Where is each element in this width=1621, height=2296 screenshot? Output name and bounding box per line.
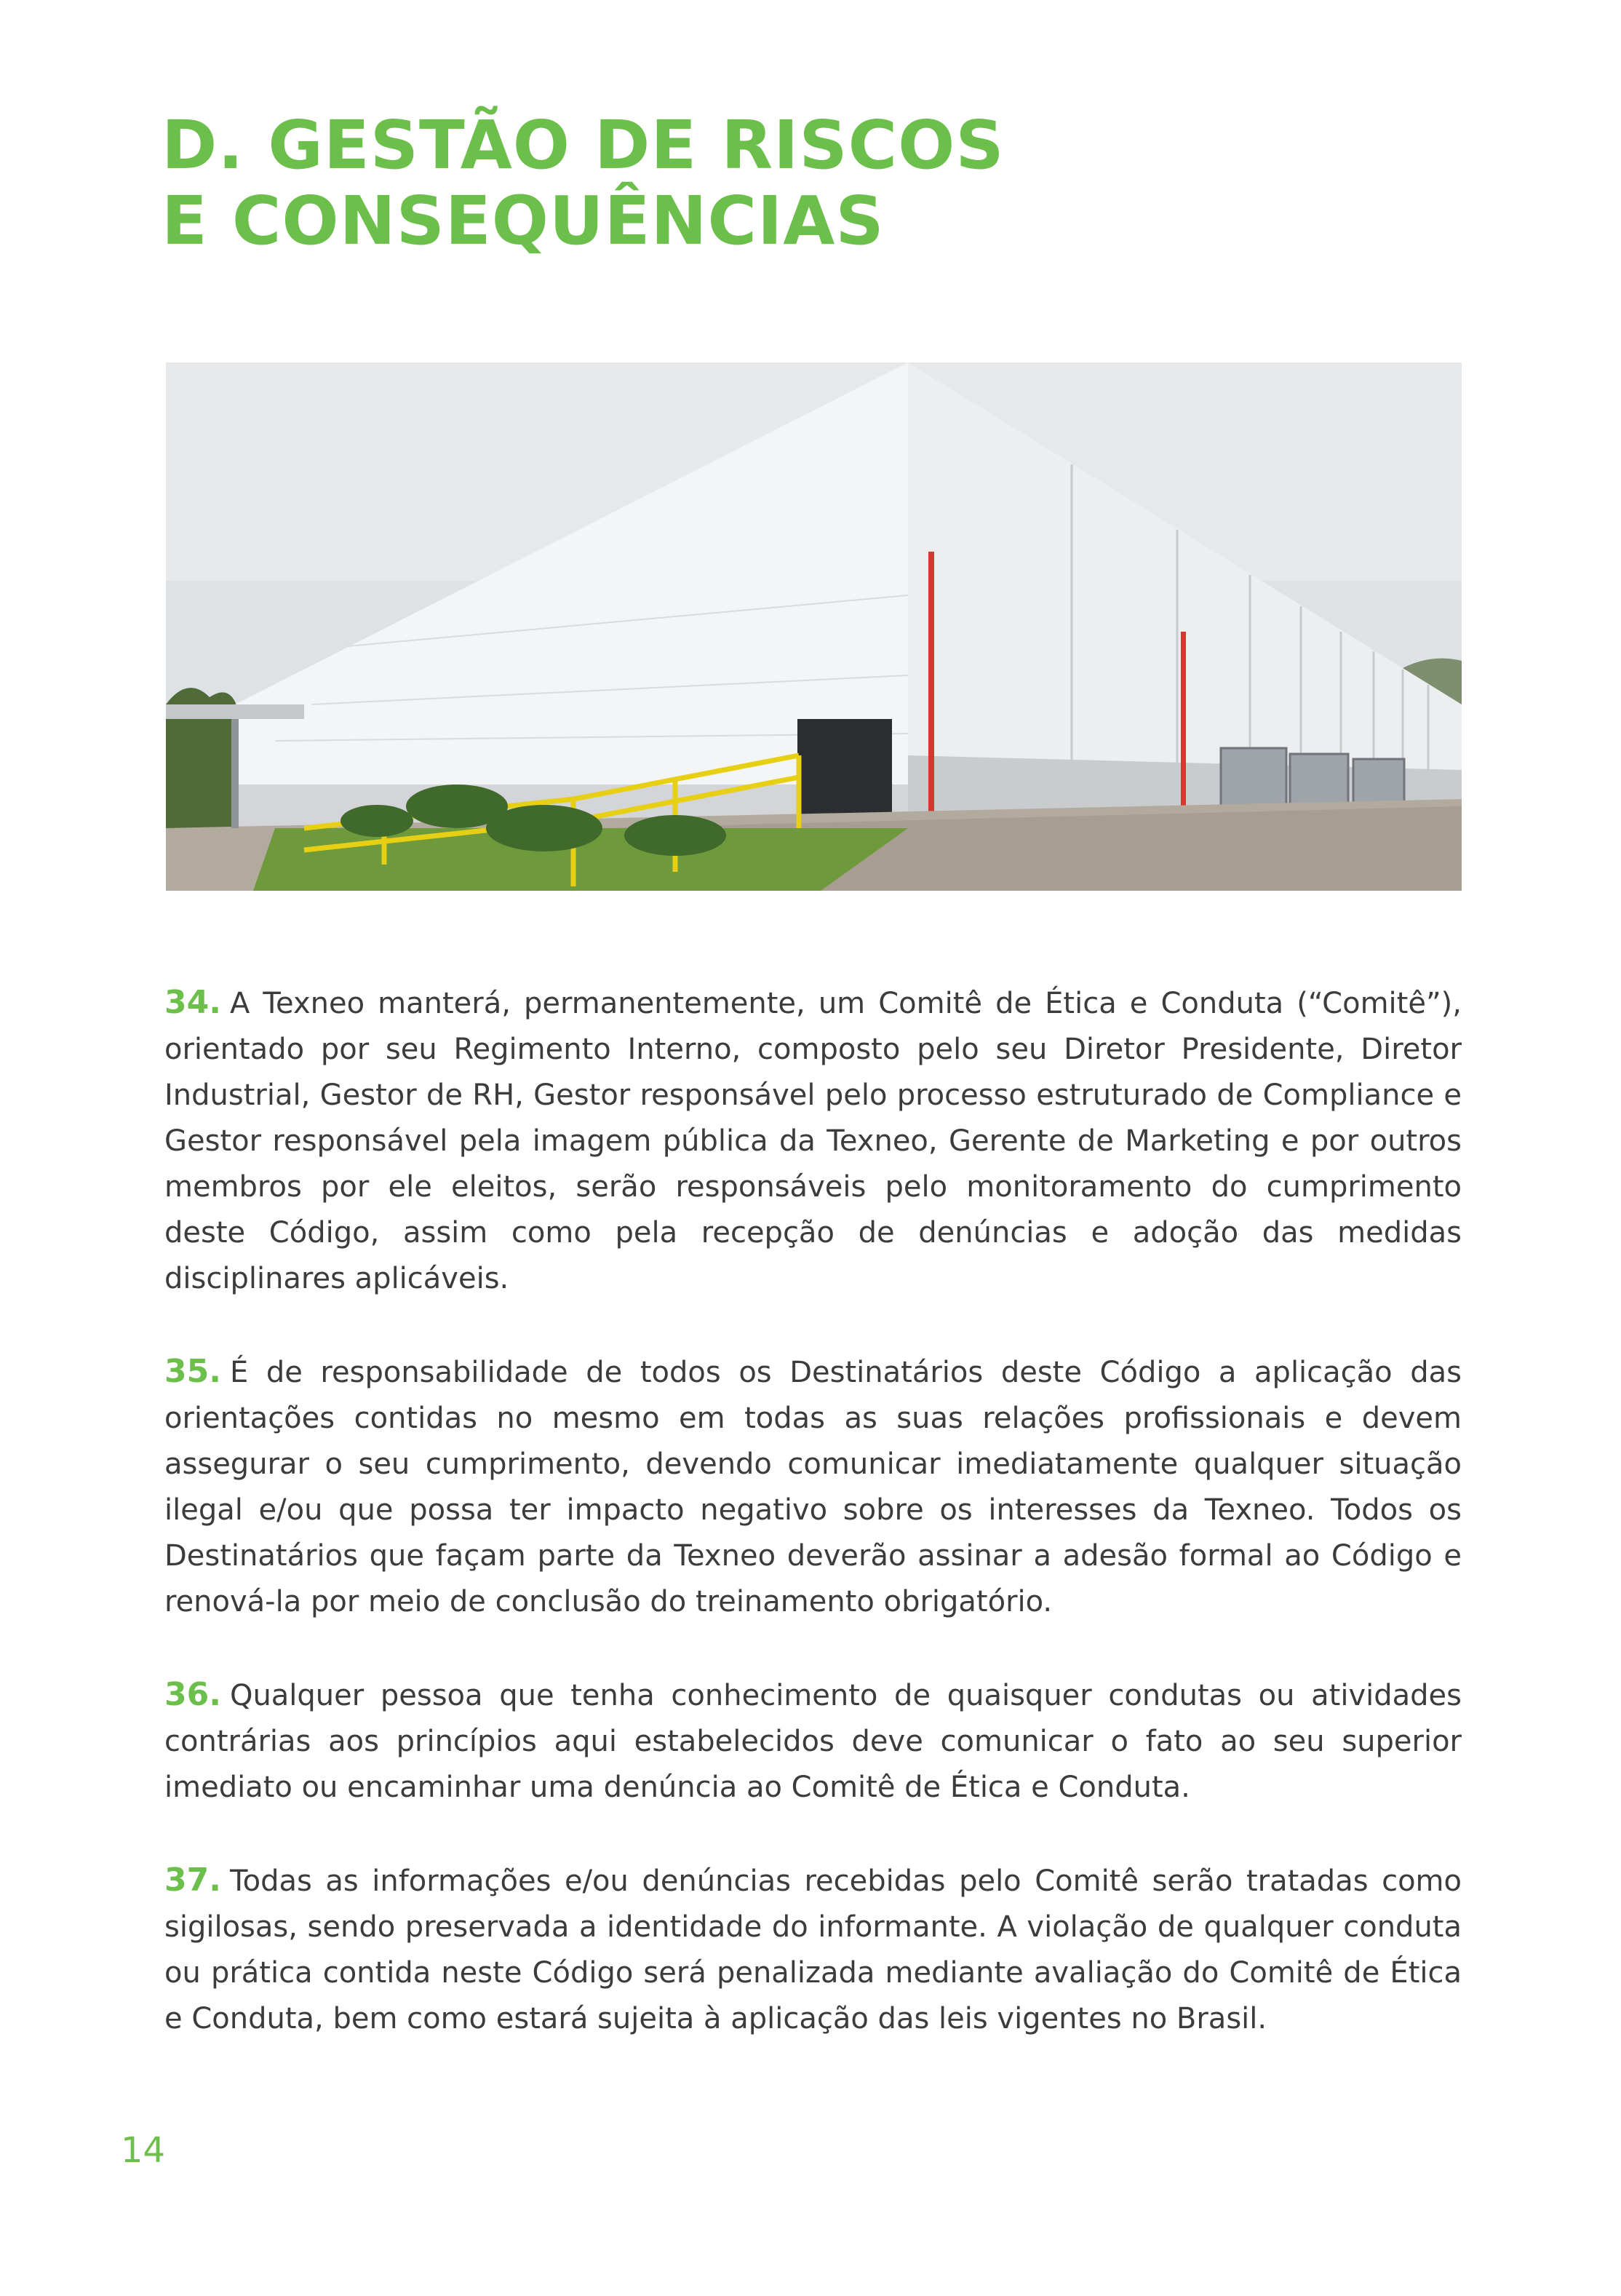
warehouse-photo [166, 362, 1462, 891]
paragraph-35 [164, 1348, 1462, 1625]
paragraph-number: 36. [164, 1676, 221, 1713]
paragraph-number: 35. [164, 1353, 221, 1390]
paragraph-text: Qualquer pessoa que tenha conhecimento de quaisquer condutas ou atividades contrárias aos princípios aqui estabelecidos deve comunicar o fato ao seu superior imediato ou encaminhar uma denúncia ao Comitê de Ética e Conduta. [164, 1679, 1462, 1804]
section-title-line-1: D. GESTÃO DE RISCOS [162, 106, 1005, 184]
paragraph-text: Todas as informações e/ou denúncias recebidas pelo Comitê serão tratadas como sigilosas, sendo preservada a identidade do informante. A violação de qualquer conduta ou prática contida neste Código será penalizada mediante avaliação do Comitê de Ética e Conduta, bem como estará sujeita à aplicação das leis vigentes no Brasil. [164, 1864, 1462, 2035]
paragraph-number: 37. [164, 1862, 221, 1899]
paragraph-text: A Texneo manterá, permanentemente, um Comitê de Ética e Conduta (“Comitê”), orientado por seu Regimento Interno, composto pelo seu Diretor Presidente, Diretor Industrial, Gestor de RH, Gestor responsável pelo processo estruturado de Compliance e Gestor responsável pela imagem pública da Texneo, Gerente de Marketing e por outros membros por ele eleitos, serão responsáveis pelo monitoramento do cumprimento deste Código, assim como pela recepção de denúncias e adoção das medidas disciplinares aplicáveis. [164, 987, 1462, 1295]
paragraph-34 [164, 980, 1462, 1302]
page-number: 14 [121, 2130, 166, 2171]
paragraph-37 [164, 1857, 1462, 2042]
section-title [162, 108, 1398, 259]
paragraph-text: É de responsabilidade de todos os Destinatários deste Código a aplicação das orientações contidas no mesmo em todas as suas relações profissionais e devem assegurar o seu cumprimento, devendo comunicar imediatamente qualquer situação ilegal e/ou que possa ter impacto negativo sobre os interesses da Texneo. Todos os Destinatários que façam parte da Texneo deverão assinar a adesão formal ao Código e renová-la por meio de conclusão do treinamento obrigatório. [164, 1356, 1462, 1618]
paragraph-number: 34. [164, 984, 221, 1021]
paragraph-36 [164, 1672, 1462, 1811]
section-title-line-2: E CONSEQUÊNCIAS [162, 182, 885, 260]
body-text [164, 980, 1462, 2089]
